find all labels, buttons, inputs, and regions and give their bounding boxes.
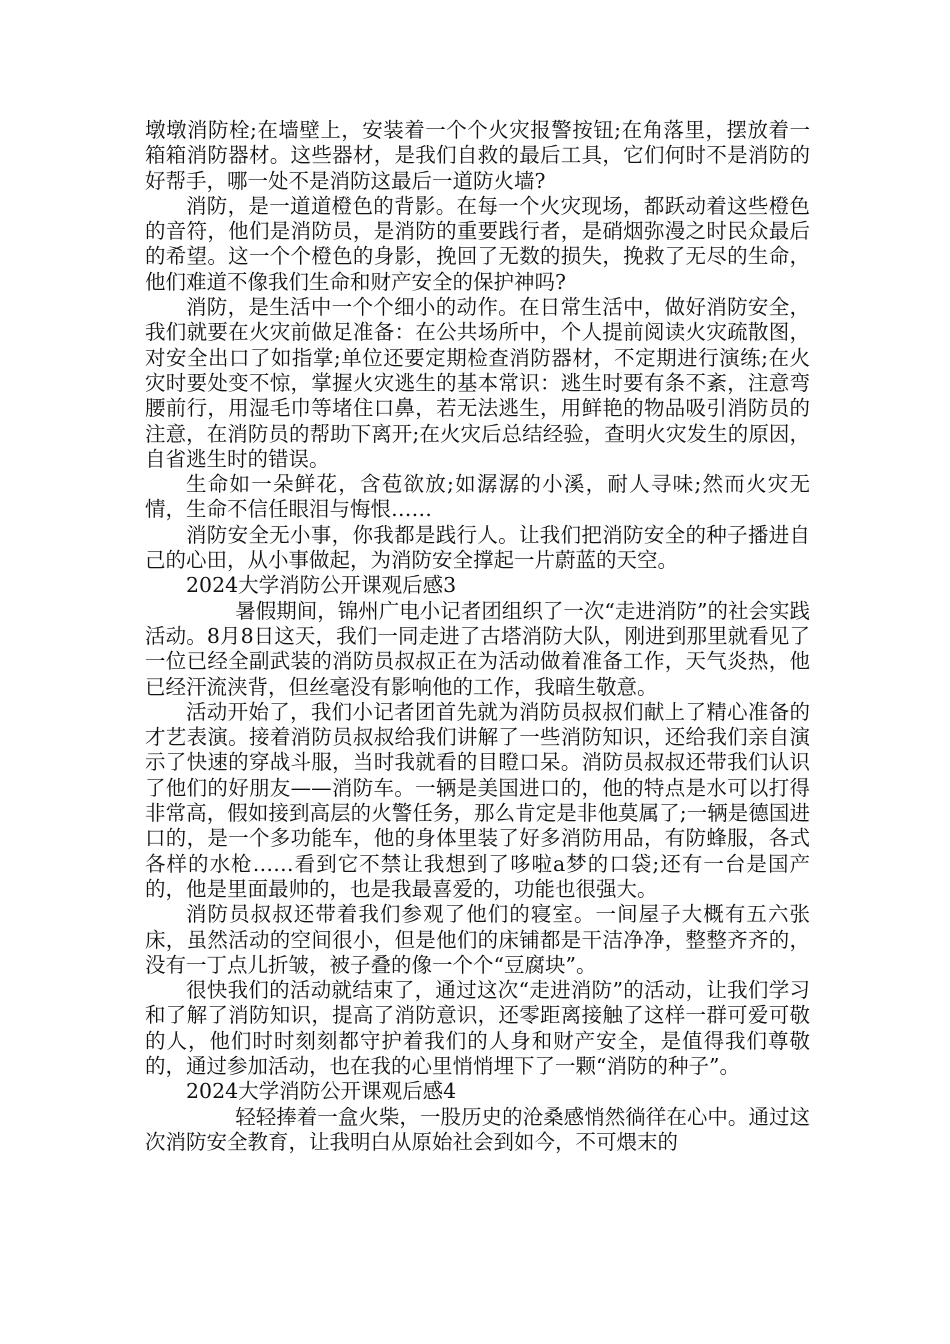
paragraph-life-flower: 生命如一朵鲜花，含苞欲放;如潺潺的小溪，耐人寻味;然而火灾无情，生命不信任眼泪与悔恨…… [145,472,810,522]
paragraph-orange-silhouettes: 消防，是一道道橙色的背影。在每一个火灾现场，都跃动着这些橙色的音符，他们是消防员，是消防的重要践行者，是硝烟弥漫之时民众最后的希望。这一个个橙色的身影，挽回了无数的损失，挽救了无尽的生命，他们难道不像我们生命和财产安全的保护神吗? [145,193,810,294]
paragraph-daily-actions: 消防，是生活中一个个细小的动作。在日常生活中，做好消防安全，我们就要在火灾前做足准备：在公共场所中，个人提前阅读火灾疏散图，对安全出口了如指掌;单位还要定期检查消防器材，不定期进行演练;在火灾时要处变不惊，掌握火灾逃生的基本常识：逃生时要有条不紊，注意弯腰前行，用湿毛巾等堵住口鼻，若无法逃生，用鲜艳的物品吸引消防员的注意，在消防员的帮助下离开;在火灾后总结经验，查明火灾发生的原因，自省逃生时的错误。 [145,295,810,471]
paragraph-safety-no-small-matter: 消防安全无小事，你我都是践行人。让我们把消防安全的种子播进自己的心田，从小事做起，为消防安全撑起一片蔚蓝的天空。 [145,522,810,573]
paragraph-activity-end: 很快我们的活动就结束了，通过这次“走进消防”的活动，让我们学习和了解了消防知识，提高了消防意识，还零距离接触了这样一群可爱可敬的人，他们时时刻刻都守护着我们的人身和财产安全，是值得我们尊敬的，通过参加活动，也在我的心里悄悄埋下了一颗“消防的种子”。 [145,978,810,1078]
paragraph-activity-start: 活动开始了，我们小记者团首先就为消防员叔叔们献上了精心准备的才艺表演。接着消防员叔叔给我们讲解了一些消防知识，还给我们亲自演示了快速的穿战斗服，当时我就看的目瞪口呆。消防员叔叔还带我们认识了他们的好朋友——消防车。一辆是美国进口的，他的特点是水可以打得非常高，假如接到高层的火警任务，那么肯定是非他莫属了;一辆是德国进口的，是一个多功能车，他的身体里装了好多消防用品，有防蜂服，各式各样的水枪……看到它不禁让我想到了哆啦a梦的口袋;还有一台是国产的，他是里面最帅的，也是我最喜爱的，功能也很强大。 [145,699,810,901]
section-heading-4: 2024大学消防公开课观后感4 [186,1079,457,1104]
document-page [145,118,810,1155]
section-heading-3: 2024大学消防公开课观后感3 [186,573,457,598]
paragraph-dormitory: 消防员叔叔还带着我们参观了他们的寝室。一间屋子大概有五六张床，虽然活动的空间很小，但是他们的床铺都是干洁净净，整整齐齐的，没有一丁点儿折皱，被子叠的像一个个“豆腐块”。 [145,902,810,977]
paragraph-summer-visit: 暑假期间，锦州广电小记者团组织了一次“走进消防”的社会实践活动。8月8日这天，我们一同走进了古塔消防大队，刚进到那里就看见了一位已经全副武装的消防员叔叔正在为活动做着准备工作，天气炎热，他已经汗流浃背，但丝毫没有影响他的工作，我暗生敬意。 [145,598,810,699]
paragraph-matchbox: 轻轻捧着一盒火柴，一股历史的沧桑感悄然徜徉在心中。通过这次消防安全教育，让我明白从原始社会到如今，不可煨末的 [145,1104,810,1154]
paragraph-continued: 墩墩消防栓;在墙壁上，安装着一个个火灾报警按钮;在角落里，摆放着一箱箱消防器材。这些器材，是我们自救的最后工具，它们何时不是消防的好帮手，哪一处不是消防这最后一道防火墙? [145,118,810,193]
